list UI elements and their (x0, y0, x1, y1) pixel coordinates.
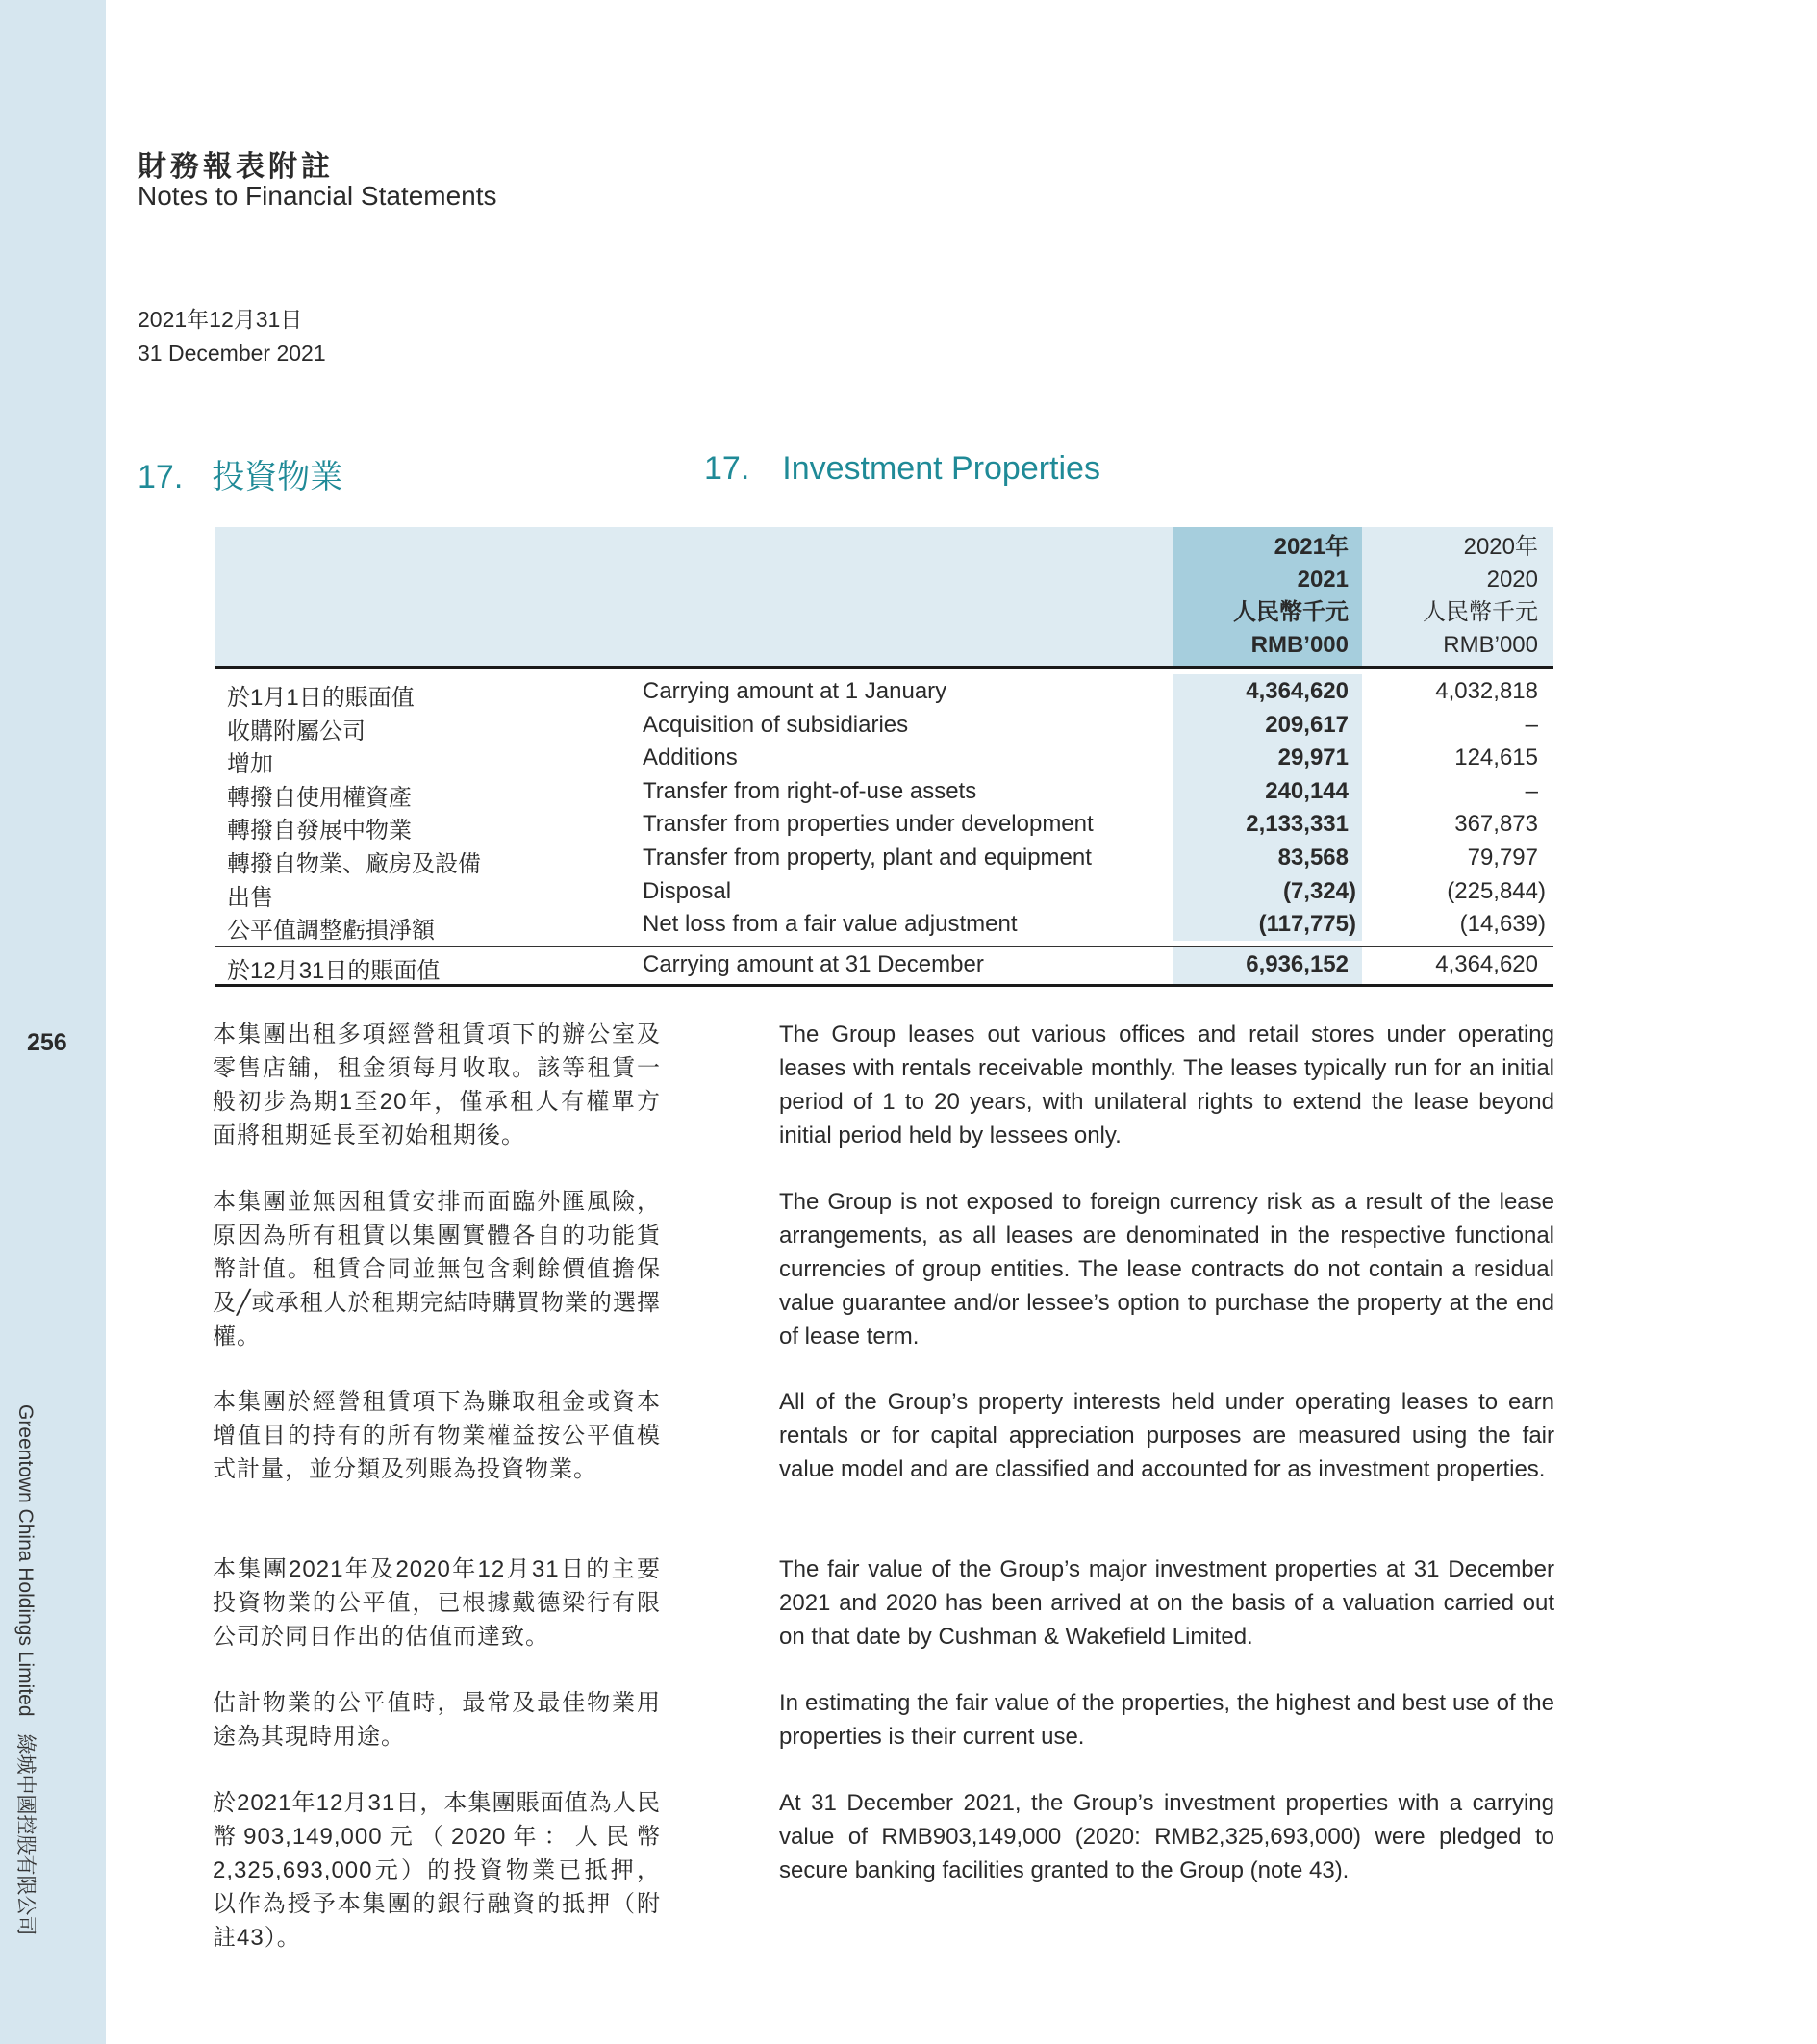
paragraph-zh-2: 本集團並無因租賃安排而面臨外匯風險，原因為所有租賃以集團實體各自的功能貨幣計值。租賃合同並無包含剩餘價值擔保及╱或承租人於租期完結時購買物業的選擇權。 (213, 1189, 661, 1350)
row-value-2021: 83,568 (1277, 844, 1349, 871)
row-value-2021: 29,971 (1277, 744, 1349, 771)
col-2020-year: 2020 (1486, 567, 1538, 593)
row-value-2020: 79,797 (1467, 844, 1538, 871)
table-header (215, 527, 1553, 669)
paragraph-en-1: The Group leases out various offices and retail stores under operating leases with rentals receivable monthly. The leases typically run for an initial period of 1 to 20 years, with unilateral rights to extend the lease beyond initial period held by lessees only. (779, 1022, 1554, 1148)
col-2021-unit-zh: 人民幣千元 (1233, 599, 1349, 625)
page-title-en: Notes to Financial Statements (138, 181, 497, 211)
row-label-zh: 增加 (227, 751, 273, 778)
row-value-2021: 4,364,620 (1246, 678, 1349, 704)
row-label-en: Disposal (643, 877, 732, 904)
company-name-zh: 綠城中國控股有限公司 (14, 1733, 37, 1936)
row-label-zh: 轉撥自發展中物業 (227, 818, 412, 845)
row-label-zh: 出售 (227, 884, 273, 911)
paragraph-en-3: All of the Group’s property interests held under operating leases to earn rentals or for capital appreciation purposes are measured using the fair value model and are classified and accounted for as investment properties. (779, 1389, 1554, 1482)
table-row (215, 674, 1553, 711)
row-value-2021: (7,324) (1282, 877, 1356, 904)
date-en: 31 December 2021 (138, 341, 326, 366)
total-value-2021: 6,936,152 (1246, 950, 1349, 977)
col-2021-unit-en: RMB’000 (1250, 632, 1349, 658)
row-label-en: Additions (643, 744, 738, 771)
section-number-zh: 17. (138, 459, 184, 495)
row-label-en: Net loss from a fair value adjustment (643, 911, 1018, 938)
table-row (215, 874, 1553, 911)
row-value-2021: 209,617 (1265, 711, 1349, 738)
row-value-2020: (14,639) (1459, 911, 1546, 938)
col-2020-unit-zh: 人民幣千元 (1423, 599, 1538, 625)
row-label-en: Acquisition of subsidiaries (643, 711, 909, 738)
paragraph-en-5: In estimating the fair value of the properties, the highest and best use of the properties is their current use. (779, 1690, 1554, 1750)
section-heading-en (704, 450, 1100, 488)
col-2020-header (1362, 531, 1538, 662)
col-2021-year-zh: 2021年 (1274, 534, 1349, 560)
row-value-2020: 4,032,818 (1435, 678, 1538, 704)
col-2020-unit-en: RMB’000 (1443, 632, 1538, 658)
row-value-2021: 240,144 (1265, 777, 1349, 804)
table-total-row (215, 946, 1553, 987)
row-label-zh: 轉撥自物業、廠房及設備 (227, 850, 481, 877)
row-label-zh: 收購附屬公司 (227, 718, 366, 744)
col-2020-year-zh: 2020年 (1463, 534, 1538, 560)
table-row (215, 774, 1553, 811)
row-value-2020: – (1525, 777, 1538, 804)
row-label-en: Carrying amount at 1 January (643, 678, 947, 704)
paragraph-zh-1: 本集團出租多項經營租賃項下的辦公室及零售店舖，租金須每月收取。該等租賃一般初步為期1至20年，僅承租人有權單方面將租期延長至初始租期後。 (213, 1022, 661, 1148)
col-2021-year: 2021 (1297, 567, 1349, 593)
row-value-2020: 124,615 (1454, 744, 1538, 771)
paragraph-zh-5: 估計物業的公平值時，最常及最佳物業用途為其現時用途。 (213, 1690, 661, 1750)
paragraph-en-2: The Group is not exposed to foreign currency risk as a result of the lease arrangements, as all leases are denominated in the respective functional currencies of group entities. The lease contracts do not contain a residual value guarantee and/or lessee’s option to purchase the property at the end of lease term. (779, 1189, 1554, 1350)
col-2021-header (1173, 531, 1349, 662)
table-row (215, 741, 1553, 778)
total-label-en: Carrying amount at 31 December (643, 950, 984, 977)
paragraph-en-4: The fair value of the Group’s major investment properties at 31 December 2021 and 2020 has been arrived at on the basis of a valuation carried out on that date by Cushman & Wakefield Limited. (779, 1556, 1554, 1650)
section-number-en: 17. (704, 450, 750, 487)
section-title-en: Investment Properties (782, 450, 1100, 487)
row-label-en: Transfer from property, plant and equipment (643, 844, 1092, 871)
table-row (215, 907, 1553, 945)
date-zh: 2021年12月31日 (138, 307, 303, 332)
row-label-zh: 於1月1日的賬面值 (227, 685, 415, 711)
row-value-2020: (225,844) (1447, 877, 1546, 904)
paragraph-zh-3: 本集團於經營租賃項下為賺取租金或資本增值目的持有的所有物業權益按公平值模式計量，並分類及列賬為投資物業。 (213, 1389, 661, 1482)
row-value-2021: 2,133,331 (1246, 811, 1349, 838)
page-title-zh: 財務報表附註 (138, 150, 334, 184)
investment-properties-table (215, 527, 1553, 987)
row-value-2020: – (1525, 711, 1538, 738)
total-value-2020: 4,364,620 (1435, 950, 1538, 977)
row-label-zh: 公平值調整虧損淨額 (227, 918, 435, 945)
table-row (215, 807, 1553, 845)
total-label-zh: 於12月31日的賬面值 (227, 957, 441, 984)
table-row (215, 708, 1553, 742)
table-row (215, 841, 1553, 877)
page-number: 256 (27, 1029, 67, 1056)
row-value-2020: 367,873 (1454, 811, 1538, 838)
row-label-en: Transfer from right-of-use assets (643, 777, 977, 804)
section-heading-zh (138, 450, 342, 497)
row-label-en: Transfer from properties under development (643, 811, 1094, 838)
paragraph-zh-4: 本集團2021年及2020年12月31日的主要投資物業的公平值，已根據戴德梁行有限公司於同日作出的估值而達致。 (213, 1556, 661, 1650)
company-name-vertical (13, 1404, 41, 1936)
section-title-zh: 投資物業 (212, 459, 343, 495)
row-label-zh: 轉撥自使用權資產 (227, 784, 412, 811)
row-value-2021: (117,775) (1258, 911, 1356, 938)
table-body (215, 669, 1553, 987)
paragraph-zh-6: 於2021年12月31日，本集團賬面值為人民幣903,149,000元（2020年：人民幣2,325,693,000元）的投資物業已抵押，以作為授予本集團的銀行融資的抵押（附註43）。 (213, 1790, 661, 1951)
paragraph-en-6: At 31 December 2021, the Group’s investment properties with a carrying value of RMB903,149,000 (2020: RMB2,325,693,000) were pledged to secure banking facilities granted to the Group (note 43). (779, 1790, 1554, 1883)
company-name-en: Greentown China Holdings Limited (14, 1404, 37, 1717)
